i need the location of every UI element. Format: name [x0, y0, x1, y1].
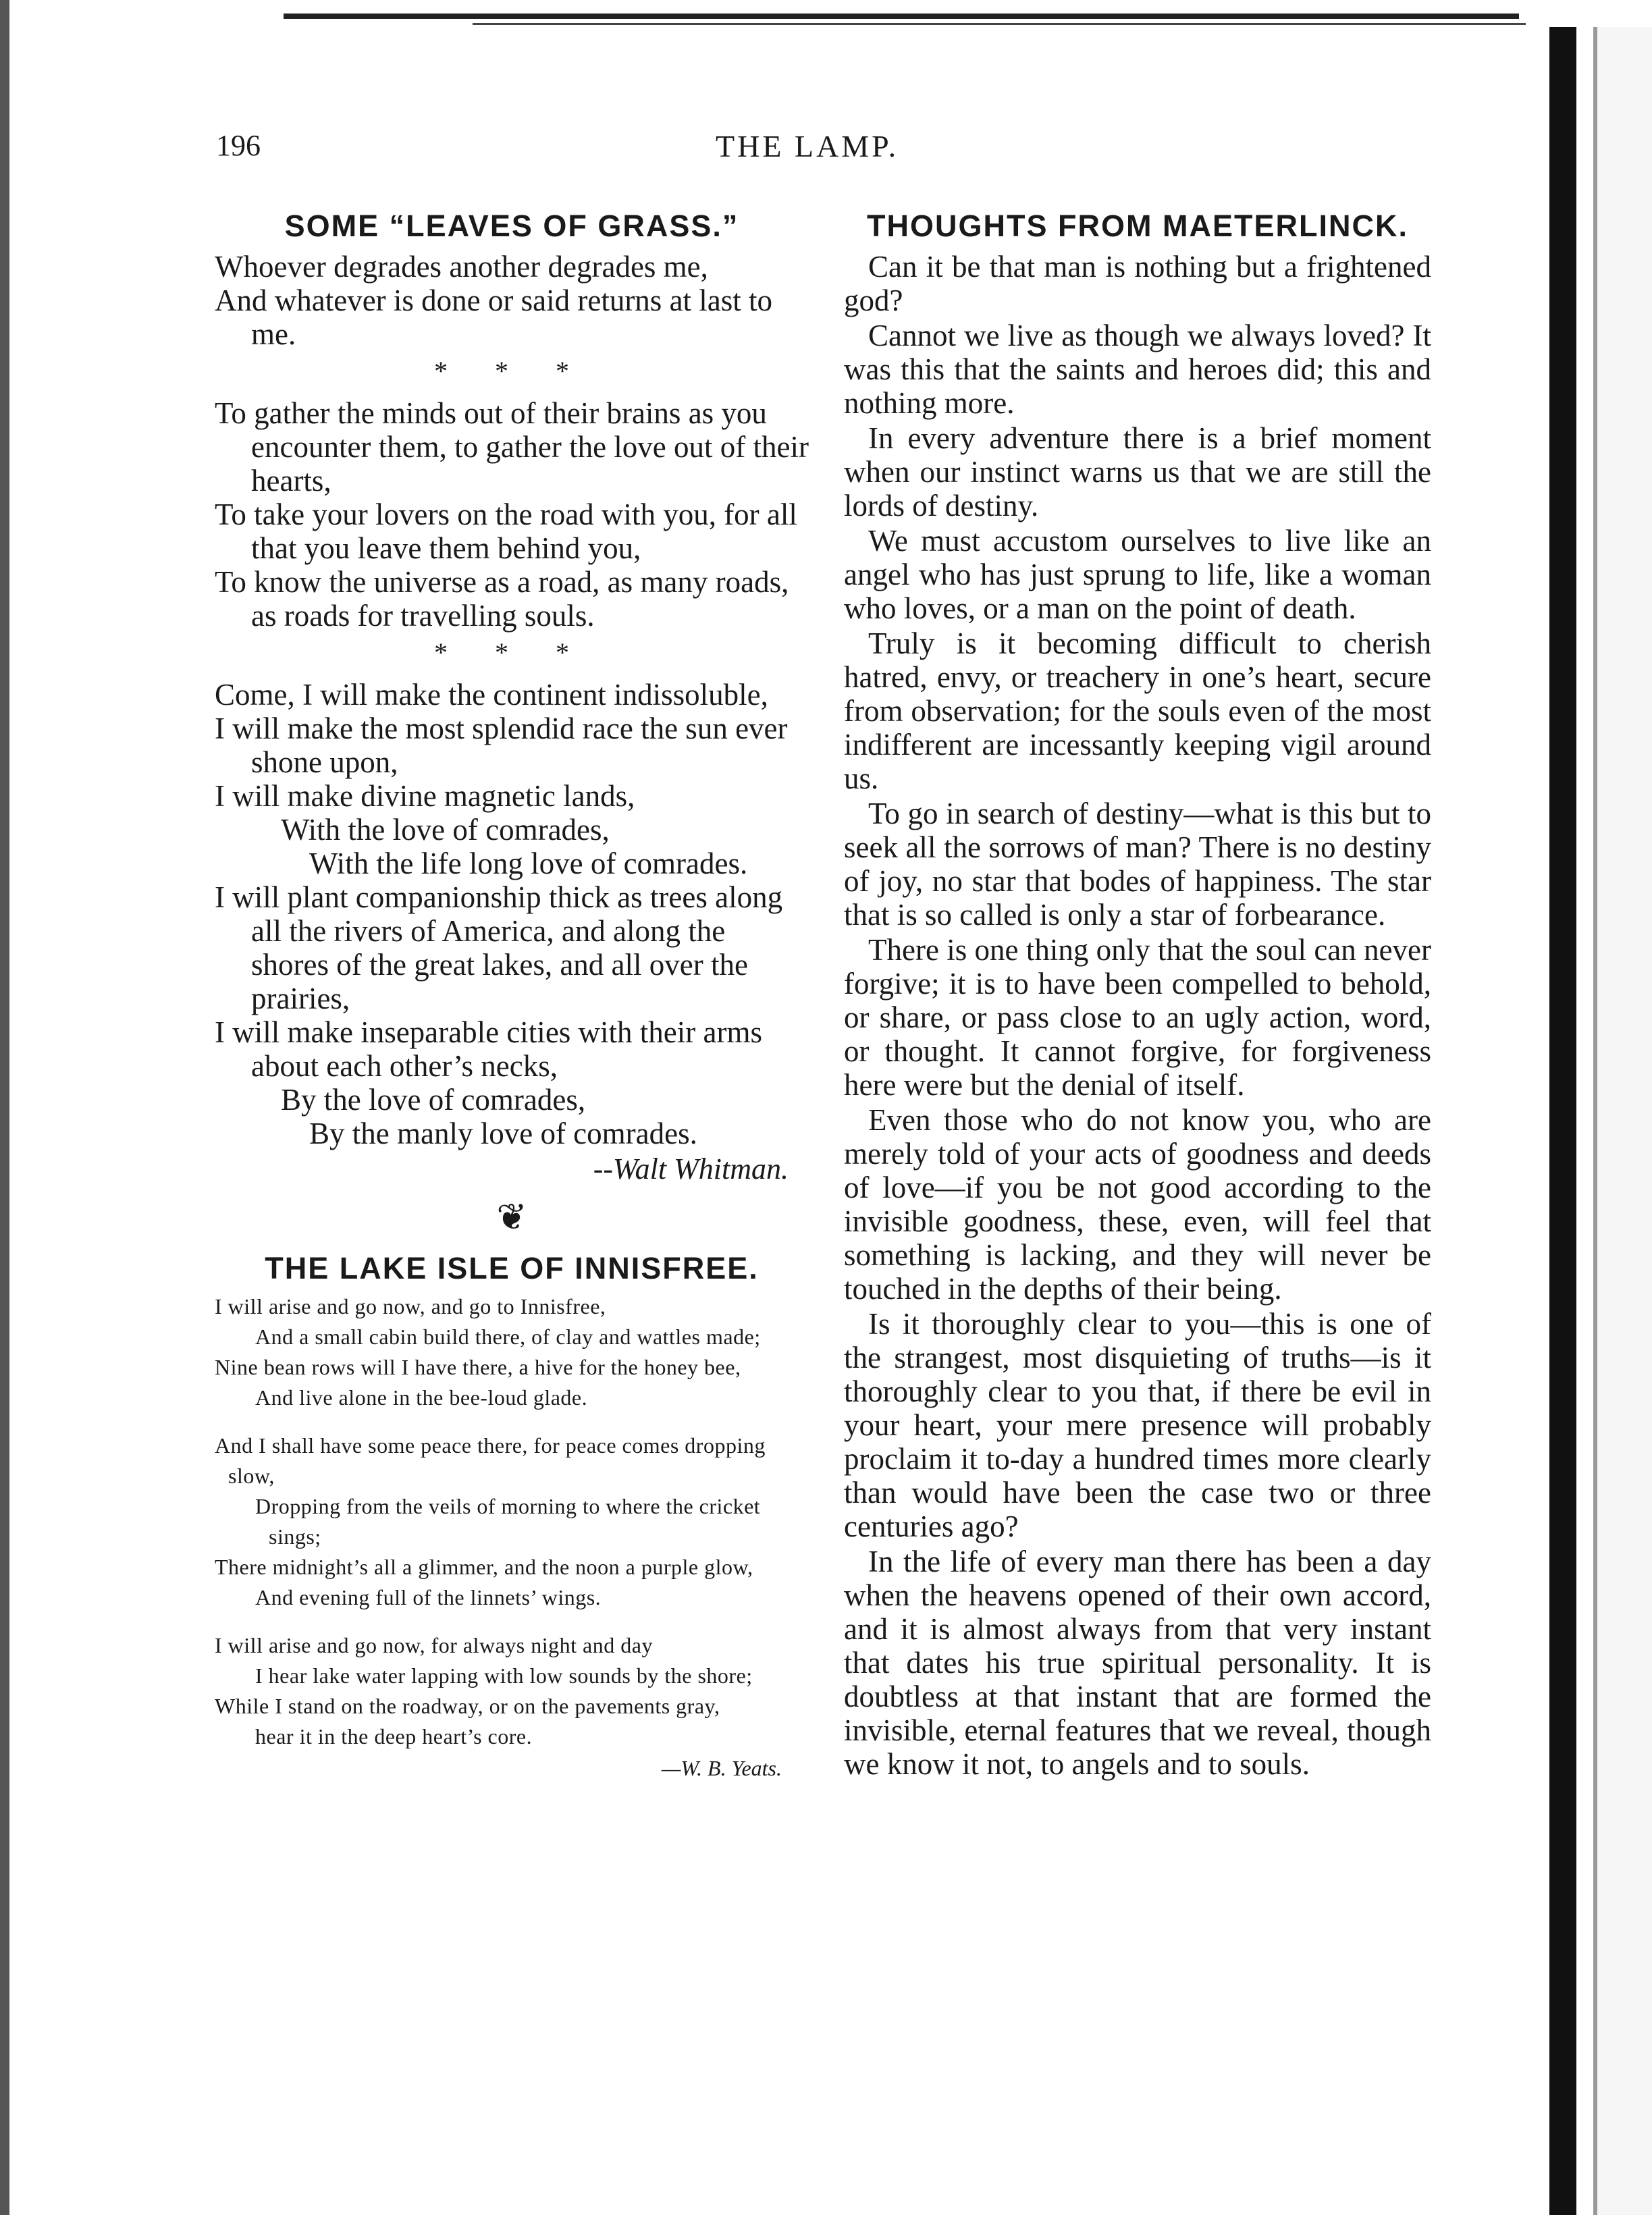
paragraph: There is one thing only that the soul can never forgive; it is to have been compelled to behold, or share, or pass close to an ugly action, word, or thought. It cannot forgive, for forgiveness here were but the denial of itself. — [844, 932, 1431, 1102]
poem-line: While I stand on the roadway, or on the pavements gray, — [215, 1694, 720, 1718]
paragraph: Truly is it becoming difficult to cherish hatred, envy, or treachery in one’s heart, secure from observation; for the souls even of the most indifferent are incessantly keeping vigil around us. — [844, 626, 1431, 795]
article-title-maeterlinck: THOUGHTS FROM MAETERLINCK. — [867, 209, 1408, 243]
poem-line: And a small cabin build there, of clay and wattles made; — [255, 1325, 761, 1349]
poem-line: There midnight’s all a glimmer, and the noon a purple glow, — [215, 1555, 753, 1579]
poem-line: To take your lovers on the road with you, for all that you leave them behind you, — [215, 497, 797, 565]
poem-line: I will arise and go now, for always night and day — [215, 1633, 653, 1657]
scan-left-edge — [0, 0, 9, 2215]
poem-attribution: --Walt Whitman. — [593, 1152, 789, 1185]
paragraph: To go in search of destiny—what is this but to seek all the sorrows of man? There is no destiny of joy, no star that bodes of happiness. The star that is so called is only a star of forbearance. — [844, 796, 1431, 932]
poem-line: Come, I will make the continent indissoluble, — [215, 677, 768, 712]
poem-title-leaves-of-grass: SOME “LEAVES OF GRASS.” — [284, 209, 739, 243]
poem-line: To know the universe as a road, as many roads, as roads for travelling souls. — [215, 564, 789, 633]
left-column — [215, 209, 809, 1781]
running-title: THE LAMP. — [716, 129, 899, 163]
poem-line: To gather the minds out of their brains as you encounter them, to gather the love out of their hearts, — [215, 396, 809, 498]
poem-line: By the manly love of comrades. — [309, 1116, 697, 1150]
paragraph: Is it thoroughly clear to you—this is one of the strangest, most disquieting of truths—is it thoroughly clear to you that, if there be evil in your heart, your mere presence will probably proclaim it to-day a hundred times more clearly than would have been the case two or three centuries ago? — [844, 1306, 1431, 1543]
poem-line: And I shall have some peace there, for peace comes dropping slow, — [215, 1433, 766, 1488]
scan-right-margin — [1593, 27, 1652, 2215]
fleuron-ornament: ❦ — [496, 1196, 527, 1237]
paragraph: In the life of every man there has been a day when the heavens opened of their own accord, and it is almost always from that very instant that dates his true spiritual personality. It is doubtless at that instant that are formed the invisible, eternal features that we reveal, though we know it not, to angels and to souls. — [844, 1544, 1431, 1781]
poem-attribution: —W. B. Yeats. — [661, 1756, 782, 1780]
poem-title-innisfree: THE LAKE ISLE OF INNISFREE. — [265, 1250, 759, 1285]
paragraph: We must accustom ourselves to live like an angel who has just sprung to life, like a woman who loves, or a man on the point of death. — [844, 523, 1431, 625]
poem-line: Whoever degrades another degrades me, — [215, 249, 708, 284]
poem-line: And whatever is done or said returns at last to me. — [215, 283, 773, 351]
poem-line: With the love of comrades, — [281, 812, 610, 847]
paragraph: Even those who do not know you, who are merely told of your acts of goodness and deeds of love—if you be not good according to the invisible goodness, these, even, will feel that something is lacking, and they will never be touched in the depths of their being. — [844, 1102, 1431, 1306]
right-column — [844, 209, 1431, 1782]
poem-line: By the love of comrades, — [281, 1082, 586, 1117]
poem-line: Dropping from the veils of morning to where the cricket sings; — [255, 1494, 761, 1549]
paragraph: In every adventure there is a brief moment when our instinct warns us that we are still the lords of destiny. — [844, 421, 1431, 523]
poem-line: hear it in the deep heart’s core. — [255, 1724, 533, 1749]
page-header — [0, 128, 1652, 182]
scan-top-rule — [284, 14, 1519, 19]
poem-line: I will make divine magnetic lands, — [215, 778, 635, 813]
poem-line: I will make inseparable cities with their arms about each other’s necks, — [215, 1015, 762, 1083]
paragraph: Can it be that man is nothing but a frightened god? — [844, 249, 1431, 317]
poem-line: I will make the most splendid race the sun ever shone upon, — [215, 711, 788, 779]
scan-right-edge — [1549, 27, 1576, 2215]
asterism-divider: * * * — [434, 637, 589, 668]
poem-line: And live alone in the bee-loud glade. — [255, 1385, 588, 1410]
poem-line: I will arise and go now, and go to Innisfree, — [215, 1294, 606, 1318]
page-number: 196 — [216, 129, 261, 162]
poem-line: Nine bean rows will I have there, a hive for the honey bee, — [215, 1355, 741, 1379]
scan-top-rule-secondary — [473, 23, 1526, 25]
poem-line: I will plant companionship thick as trees along all the rivers of America, and along the shores of the great lakes, and all over the prairies, — [215, 880, 783, 1015]
paragraph: Cannot we live as though we always loved? It was this that the saints and heroes did; this and nothing more. — [844, 318, 1431, 420]
poem-line: I hear lake water lapping with low sounds by the shore; — [255, 1663, 753, 1688]
asterism-divider: * * * — [434, 355, 589, 386]
poem-line: With the life long love of comrades. — [309, 846, 748, 880]
poem-line: And evening full of the linnets’ wings. — [255, 1585, 602, 1609]
